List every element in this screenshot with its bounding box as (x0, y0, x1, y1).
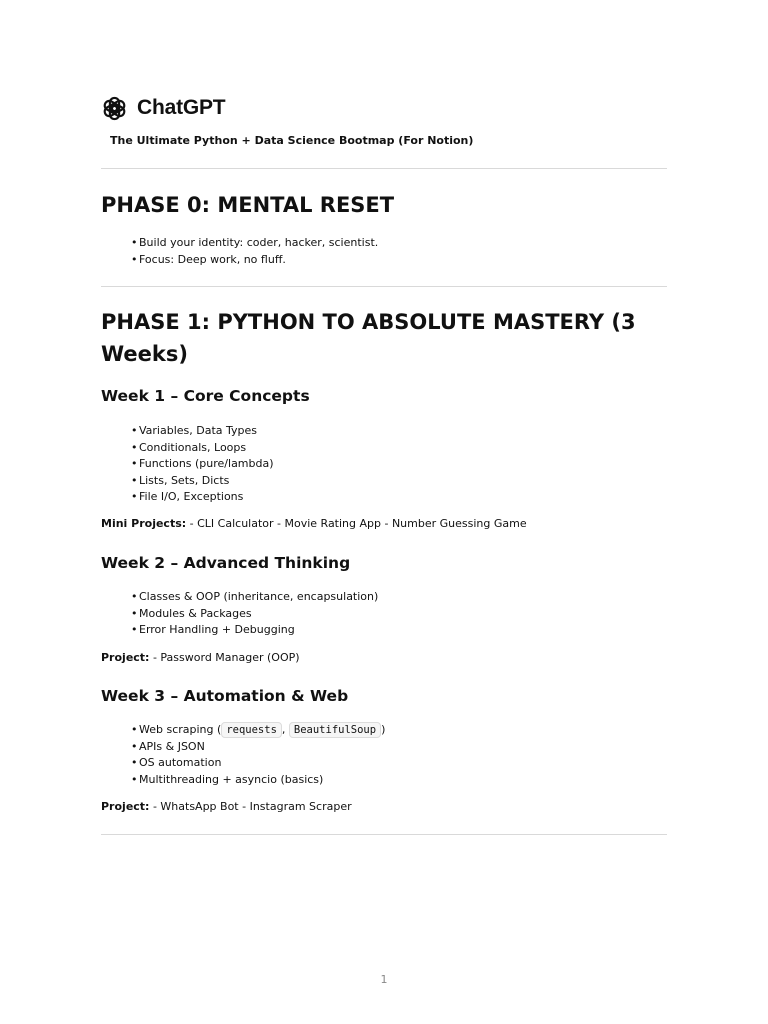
projects-text: - Password Manager (OOP) (149, 651, 300, 664)
page-number: 1 (380, 973, 388, 986)
list-item: • Modules & Packages (131, 606, 252, 620)
list-item: • Focus: Deep work, no fluff. (131, 252, 286, 266)
week3-heading: Week 3 – Automation & Web (101, 687, 349, 705)
week1-heading: Week 1 – Core Concepts (101, 387, 310, 405)
list-item: • Classes & OOP (inheritance, encapsulation) (131, 590, 379, 603)
list-item: • Error Handling + Debugging (131, 623, 295, 636)
openai-logo-icon (101, 95, 128, 122)
list-item: • Variables, Data Types (131, 424, 258, 437)
list-item: • Multithreading + asyncio (basics) (131, 772, 324, 786)
list-item: • Functions (pure/lambda) (131, 457, 274, 470)
list-item: • Conditionals, Loops (131, 440, 247, 454)
list-item: • Web scraping ( requests , BeautifulSoup ) (131, 723, 386, 736)
brand-name: ChatGPT (137, 96, 226, 119)
projects-label: Mini Projects: (101, 517, 187, 530)
phase0-bullet-list (131, 235, 378, 268)
week2-projects (101, 651, 300, 664)
week1-bullet-list (131, 423, 274, 506)
divider (101, 286, 667, 287)
brand-header (101, 94, 225, 122)
phase1-heading: PHASE 1: PYTHON TO ABSOLUTE MASTERY (3 Weeks) (101, 310, 636, 366)
week3-projects (101, 800, 352, 813)
list-item: • Lists, Sets, Dicts (131, 473, 230, 487)
divider (101, 834, 667, 835)
phase0-heading: PHASE 0: MENTAL RESET (101, 193, 395, 217)
divider (101, 168, 667, 169)
week2-bullet-list (131, 589, 378, 639)
week2-heading: Week 2 – Advanced Thinking (101, 554, 351, 572)
week3-bullet-list (131, 722, 385, 788)
list-item: • File I/O, Exceptions (131, 490, 244, 503)
projects-label: Project: (101, 800, 150, 813)
list-item: • OS automation (131, 756, 222, 769)
code-beautifulsoup: BeautifulSoup (289, 722, 381, 738)
projects-label: Project: (101, 651, 150, 664)
list-item: • APIs & JSON (131, 739, 205, 753)
document-title: The Ultimate Python + Data Science Bootmap (For Notion) (110, 134, 474, 147)
projects-text: - WhatsApp Bot - Instagram Scraper (149, 800, 352, 813)
projects-text: - CLI Calculator - Movie Rating App - Number Guessing Game (186, 517, 527, 530)
code-requests: requests (221, 722, 282, 738)
week1-projects (101, 517, 527, 530)
list-item: • Build your identity: coder, hacker, scientist. (131, 236, 379, 249)
